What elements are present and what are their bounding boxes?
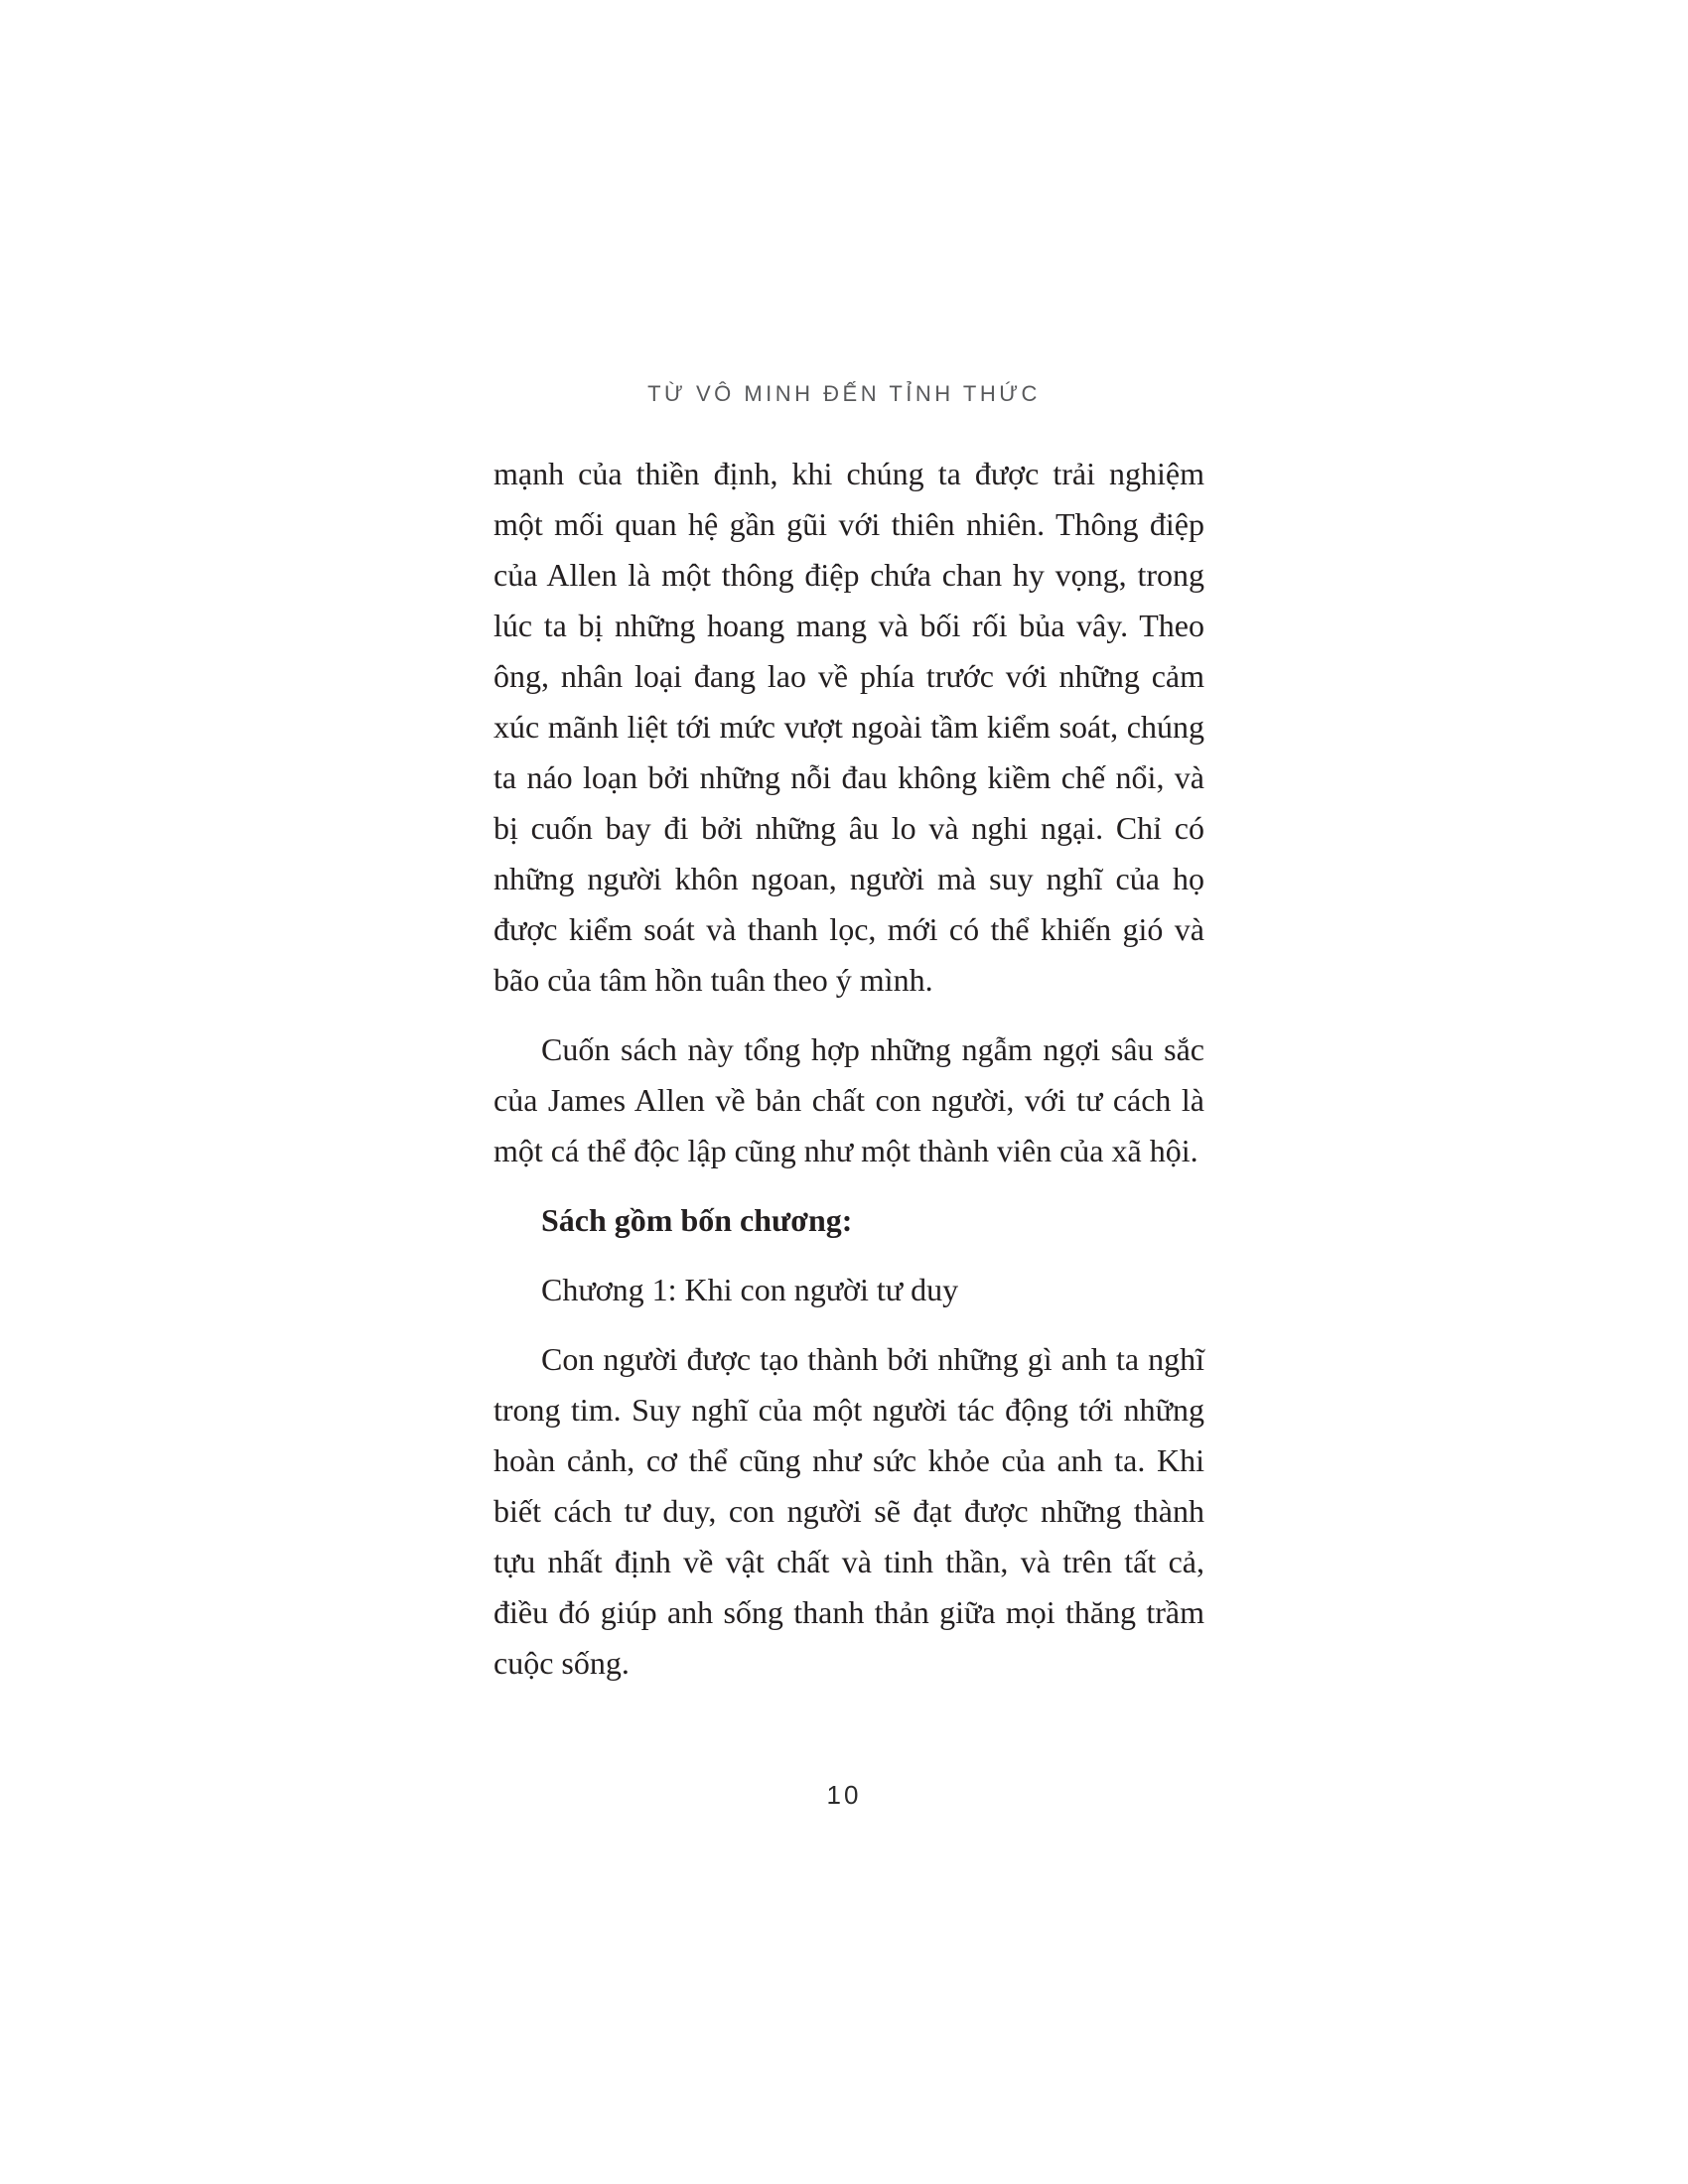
running-header: TỪ VÔ MINH ĐẾN TỈNH THỨC [647, 381, 1041, 406]
paragraph-book-summary: Cuốn sách này tổng hợp những ngẫm ngợi sâu sắc của James Allen về bản chất con người, với tư cách là một cá thể độc lập cũng như một thành viên của xã hội. [493, 1031, 1204, 1168]
paragraph-chapter-1-summary: Con người được tạo thành bởi những gì anh ta nghĩ trong tim. Suy nghĩ của một người tác động tới những hoàn cảnh, cơ thể cũng như sức khỏe của anh ta. Khi biết cách tư duy, con người sẽ đạt được những thành tựu nhất định về vật chất và tinh thần, và trên tất cả, điều đó giúp anh sống thanh thản giữa mọi thăng trầm cuộc sống. [493, 1341, 1204, 1681]
text-column [493, 449, 1204, 1689]
page-number: 10 [826, 1780, 862, 1810]
chapter-1-title-line: Chương 1: Khi con người tư duy [541, 1272, 959, 1307]
paragraph-continuation: mạnh của thiền định, khi chúng ta được trải nghiệm một mối quan hệ gần gũi với thiên nhiên. Thông điệp của Allen là một thông điệp chứa chan hy vọng, trong lúc ta bị những hoang mang và bối rối bủa vây. Theo ông, nhân loại đang lao về phía trước với những cảm xúc mãnh liệt tới mức vượt ngoài tầm kiểm soát, chúng ta náo loạn bởi những nỗi đau không kiềm chế nổi, và bị cuốn bay đi bởi những âu lo và nghi ngại. Chỉ có những người khôn ngoan, người mà suy nghĩ của họ được kiểm soát và thanh lọc, mới có thể khiến gió và bão của tâm hồn tuân theo ý mình. [493, 456, 1204, 998]
heading-chapters-list: Sách gồm bốn chương: [541, 1202, 853, 1238]
